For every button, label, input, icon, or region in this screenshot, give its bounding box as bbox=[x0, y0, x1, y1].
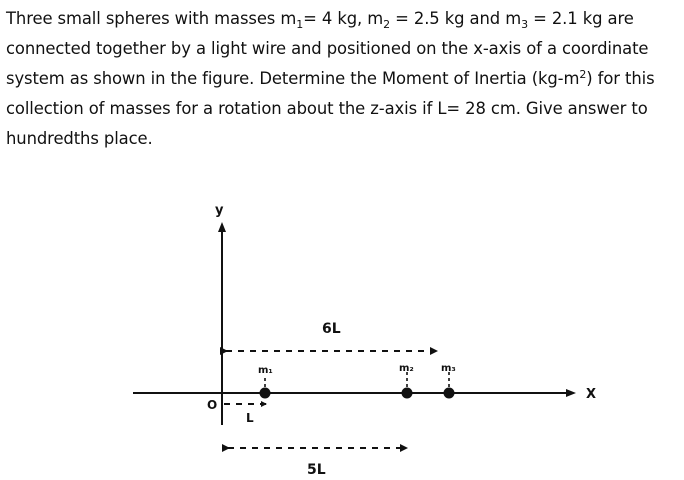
y-axis-arrowhead bbox=[218, 222, 226, 232]
m1-label: m₁ bbox=[258, 365, 273, 376]
origin-label: O bbox=[207, 398, 218, 412]
problem-text-5: ) for this collection of masses for a rotation about the z-axis if L= 28 cm. Give answer to hundredths place. bbox=[6, 69, 655, 148]
problem-text-3: = 2.5 kg and m bbox=[390, 9, 522, 28]
m1-subscript: 1 bbox=[296, 18, 304, 31]
x-axis-arrowhead bbox=[566, 389, 576, 397]
x-axis-label: X bbox=[586, 387, 597, 402]
m3-label: m₃ bbox=[441, 363, 456, 374]
problem-text-1: Three small spheres with masses m bbox=[6, 9, 297, 28]
m2-label: m₂ bbox=[399, 363, 414, 374]
problem-text-4: = 2.1 kg are connected together by a light wire and positioned on the x-axis of a coordinate system as shown in the figure. Determine the Moment of Inertia (kg-m bbox=[6, 9, 649, 88]
mass-m3 bbox=[444, 388, 455, 399]
dimension-6L-label: 6L bbox=[322, 321, 341, 337]
mass-m1 bbox=[260, 388, 271, 399]
mass-m2 bbox=[402, 388, 413, 399]
squared-superscript: 2 bbox=[579, 68, 587, 81]
m2-subscript: 2 bbox=[383, 18, 391, 31]
dimension-L-label: L bbox=[246, 411, 254, 425]
y-axis-label: y bbox=[215, 203, 224, 218]
m3-subscript: 3 bbox=[521, 18, 528, 31]
problem-text-2: = 4 kg, m bbox=[303, 9, 384, 28]
dimension-5L-label: 5L bbox=[307, 462, 326, 478]
